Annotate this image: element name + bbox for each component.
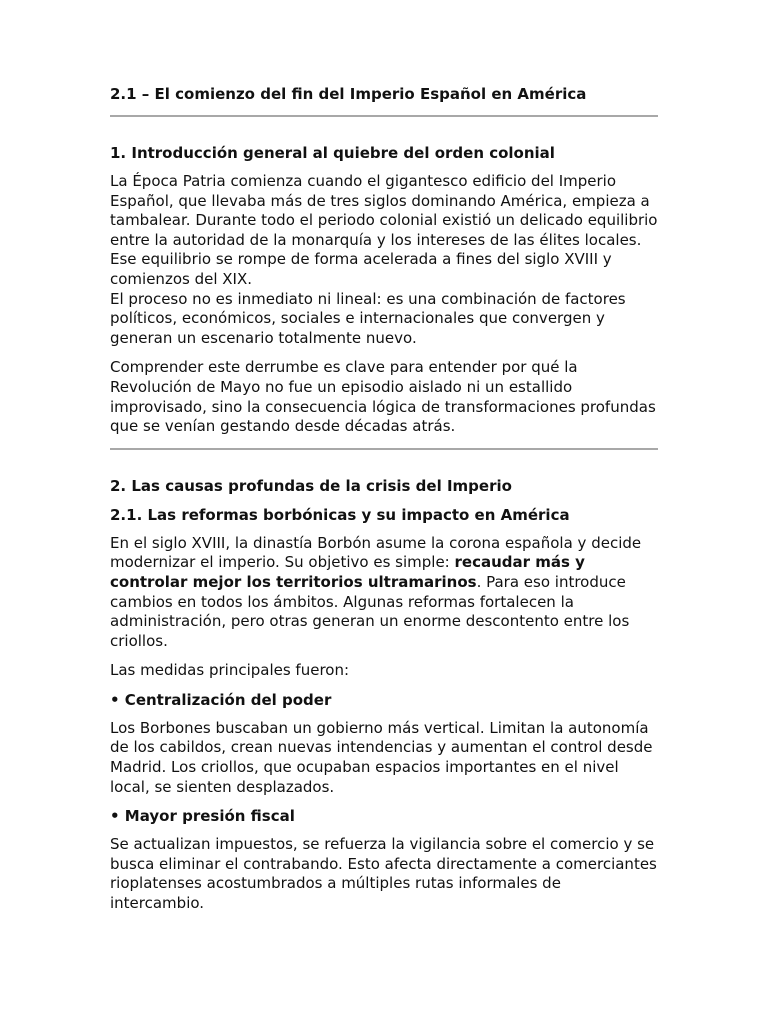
measure-title: • Centralización del poder bbox=[110, 690, 332, 709]
section-2-heading: 2. Las causas profundas de la crisis del Imperio bbox=[110, 476, 512, 495]
section-1-paragraph-1: La Época Patria comienza cuando el gigantesco edificio del Imperio Español, que llevaba más de tres siglos dominando América, empieza a tambalear. Durante todo el periodo colonial existió un delicado equilibrio entre la autoridad de la monarquía y los intereses de las élites locales. Ese equilibrio se rompe de forma acelerada a fines del siglo XVIII y comienzos del XIX. bbox=[110, 172, 658, 288]
section-1-heading: 1. Introducción general al quiebre del orden colonial bbox=[110, 144, 555, 162]
document-page bbox=[110, 84, 658, 914]
emphasis-text: recaudar más y controlar mejor los territorios ultramarinos bbox=[110, 553, 585, 591]
divider bbox=[110, 448, 658, 450]
paragraph-text: En el siglo XVIII, la dinastía Borbón asume la corona española y decide modernizar el imperio. Su objetivo es simple: bbox=[110, 533, 642, 572]
divider bbox=[110, 115, 658, 117]
document-title: 2.1 – El comienzo del fin del Imperio Español en América bbox=[110, 85, 587, 103]
section-1-paragraph-2: El proceso no es inmediato ni lineal: es una combinación de factores políticos, económicos, sociales e internacionales que convergen y generan un escenario totalmente nuevo. bbox=[110, 289, 626, 347]
section-2-1-heading: 2.1. Las reformas borbónicas y su impacto en América bbox=[110, 505, 570, 524]
measure-title: • Mayor presión fiscal bbox=[110, 807, 295, 826]
paragraph-text: . Para eso introduce cambios en todos los ámbitos. Algunas reformas fortalecen la administración, pero otras generan un enorme descontento entre los criollos. bbox=[110, 572, 630, 650]
measures-intro: Las medidas principales fueron: bbox=[110, 661, 350, 680]
measure-text: Los Borbones buscaban un gobierno más vertical. Limitan la autonomía de los cabildos, crean nuevas intendencias y aumentan el control desde Madrid. Los criollos, que ocupaban espacios importantes en el nivel local, se sienten desplazados. bbox=[110, 718, 653, 796]
section-2-paragraph-1 bbox=[110, 534, 658, 652]
section-1-paragraph-3: Comprender este derrumbe es clave para entender por qué la Revolución de Mayo no fue un episodio aislado ni un estallido improvisado, sino la consecuencia lógica de transformaciones profundas que se venían gestando desde décadas atrás. bbox=[110, 358, 656, 436]
measure-text: Se actualizan impuestos, se refuerza la vigilancia sobre el comercio y se busca eliminar el contrabando. Esto afecta directamente a comerciantes rioplatenses acostumbrados a múltiples rutas informales de intercambio. bbox=[110, 835, 657, 913]
